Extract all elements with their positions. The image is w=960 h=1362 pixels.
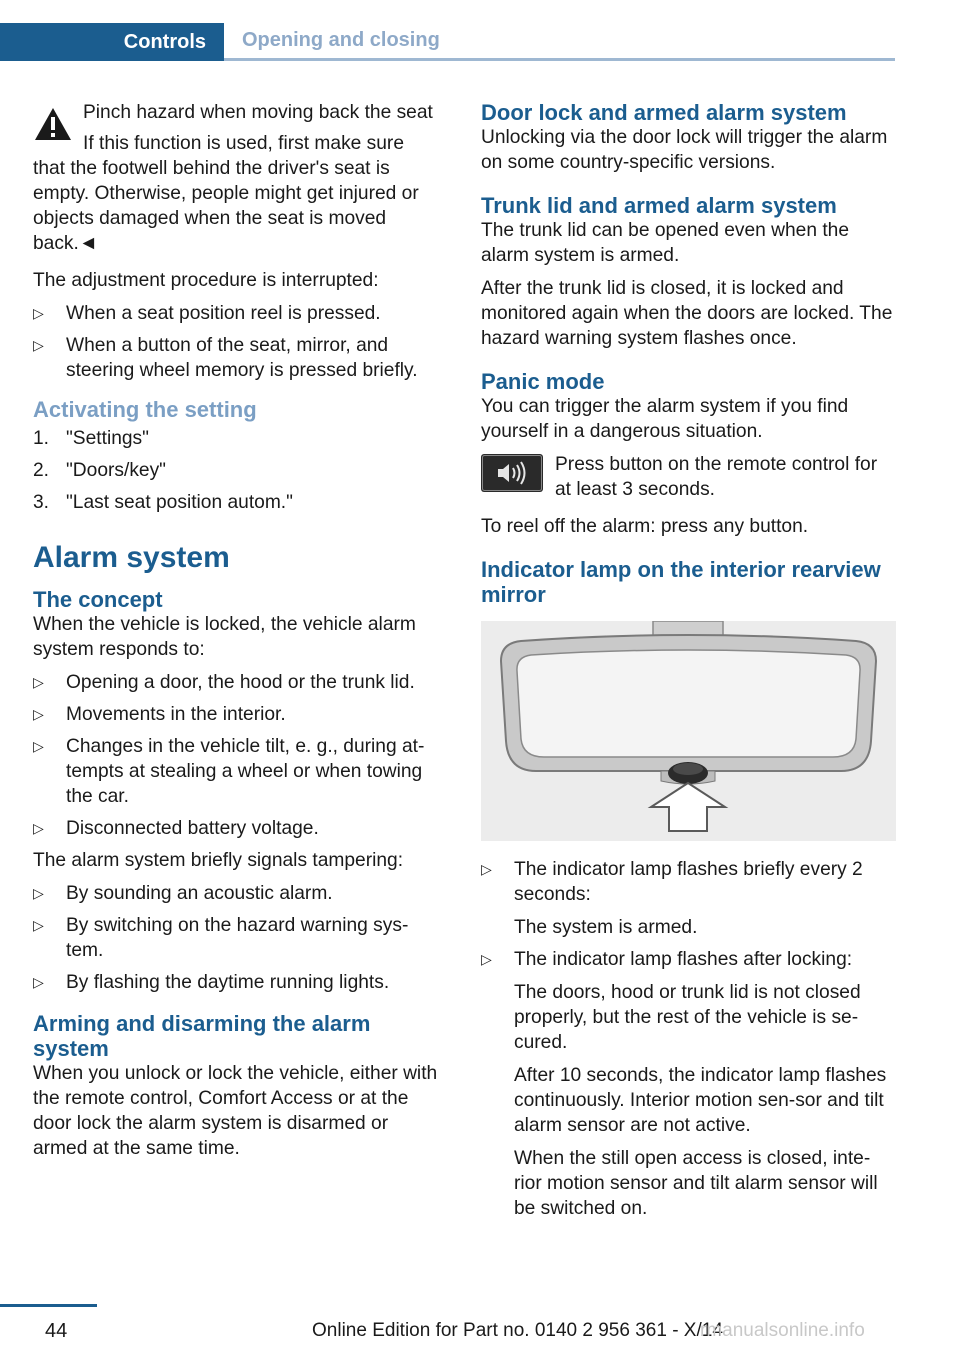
arming-heading: Arming and disarming the alarm system bbox=[33, 1011, 371, 1061]
list-item: ▷ Opening a door, the hood or the trunk lid. bbox=[33, 672, 415, 693]
triangle-bullet-icon: ▷ bbox=[33, 917, 44, 933]
list-item: ▷ Changes in the vehicle tilt, e. g., during at-tempts at stealing a wheel or when towing the car. bbox=[33, 736, 425, 807]
step-item: 1. "Settings" bbox=[33, 428, 149, 449]
left-column bbox=[33, 100, 445, 1169]
list-item: ▷ The indicator lamp flashes after locking: The doors, hood or trunk lid is not closed properly, but the rest of the vehicle is se-cured. After 10 seconds, the indicator lamp flashes continuously. Interior motion sen-sor and tilt alarm sensor are not active. When the still open access is closed, inte-rior motion sensor and tilt alarm sensor will be switched on. bbox=[481, 947, 896, 1221]
arming-text: When you unlock or lock the vehicle, either with the remote control, Comfort Access or at the door lock the alarm system is disarmed or armed at the same time. bbox=[33, 1063, 438, 1159]
panic-button-icon bbox=[481, 454, 543, 492]
concept-heading: The concept bbox=[33, 587, 163, 612]
list-subparagraph: The doors, hood or trunk lid is not closed properly, but the rest of the vehicle is se-cured. bbox=[514, 982, 861, 1053]
signals-intro: The alarm system briefly signals tampering: bbox=[33, 850, 404, 871]
steps-list bbox=[33, 426, 445, 515]
warning-first-line: If this function is used, first make sure bbox=[83, 133, 404, 154]
header-subsection-tab: Opening and closing bbox=[224, 23, 895, 61]
page-header bbox=[0, 23, 895, 61]
warning-title: Pinch hazard when moving back the seat bbox=[83, 102, 433, 123]
triangle-bullet-icon: ▷ bbox=[481, 861, 492, 877]
list-item: ▷ The indicator lamp flashes briefly every 2 seconds: The system is armed. bbox=[481, 857, 896, 940]
watermark: rmanualsonline.info bbox=[700, 1320, 865, 1341]
list-subparagraph: When the still open access is closed, inte-rior motion sensor and tilt alarm sensor will be switched on. bbox=[514, 1148, 878, 1219]
triangle-bullet-icon: ▷ bbox=[481, 951, 492, 967]
triangle-bullet-icon: ▷ bbox=[33, 305, 44, 321]
step-item: 3. "Last seat position autom." bbox=[33, 492, 293, 513]
list-item: ▷ By sounding an acoustic alarm. bbox=[33, 883, 333, 904]
panic-text: You can trigger the alarm system if you find yourself in a dangerous situation. bbox=[481, 396, 849, 442]
alarm-system-heading: Alarm system bbox=[33, 541, 230, 574]
step-item: 2. "Doors/key" bbox=[33, 460, 166, 481]
indicator-list bbox=[481, 857, 896, 1221]
list-item: ▷ Disconnected battery voltage. bbox=[33, 818, 319, 839]
warning-rest: that the footwell behind the driver's seat is empty. Otherwise, people might get injured or objects damaged when the seat is moved back.◄ bbox=[33, 158, 419, 254]
triangle-bullet-icon: ▷ bbox=[33, 674, 44, 690]
header-section-tab: Controls bbox=[0, 23, 224, 61]
list-item: ▷ Movements in the interior. bbox=[33, 704, 286, 725]
responds-list bbox=[33, 670, 445, 841]
trunk-text-1: The trunk lid can be opened even when the alarm system is armed. bbox=[481, 220, 850, 266]
triangle-bullet-icon: ▷ bbox=[33, 885, 44, 901]
reel-off-text: To reel off the alarm: press any button. bbox=[481, 516, 809, 537]
edition-text: Online Edition for Part no. 0140 2 956 361 - X/14 bbox=[312, 1320, 723, 1341]
warning-block bbox=[33, 100, 445, 256]
list-item: ▷ By flashing the daytime running lights. bbox=[33, 972, 390, 993]
triangle-bullet-icon: ▷ bbox=[33, 974, 44, 990]
right-column bbox=[481, 100, 896, 1228]
warning-triangle-icon bbox=[33, 106, 73, 142]
signals-list bbox=[33, 881, 445, 995]
list-item: ▷ When a button of the seat, mirror, and steering wheel memory is pressed briefly. bbox=[33, 335, 418, 381]
triangle-bullet-icon: ▷ bbox=[33, 706, 44, 722]
concept-text: When the vehicle is locked, the vehicle alarm system responds to: bbox=[33, 614, 416, 660]
list-item: ▷ When a seat position reel is pressed. bbox=[33, 303, 381, 324]
activating-heading: Activating the setting bbox=[33, 397, 257, 422]
list-item: ▷ By switching on the hazard warning sys-tem. bbox=[33, 915, 409, 961]
doorlock-heading: Door lock and armed alarm system bbox=[481, 100, 847, 125]
indicator-heading: Indicator lamp on the interior rearview mirror bbox=[481, 557, 881, 607]
list-subparagraph: The system is armed. bbox=[514, 917, 698, 938]
triangle-bullet-icon: ▷ bbox=[33, 337, 44, 353]
trunk-heading: Trunk lid and armed alarm system bbox=[481, 193, 837, 218]
rearview-mirror-illustration bbox=[481, 621, 896, 841]
list-subparagraph: After 10 seconds, the indicator lamp flashes continuously. Interior motion sen-sor and tilt alarm sensor are not active. bbox=[514, 1065, 887, 1136]
interrupted-list bbox=[33, 301, 445, 383]
doorlock-text: Unlocking via the door lock will trigger the alarm on some country-specific versions. bbox=[481, 127, 888, 173]
footer-rule bbox=[0, 1304, 97, 1307]
page-number: 44 bbox=[45, 1320, 68, 1342]
trunk-text-2: After the trunk lid is closed, it is locked and monitored again when the doors are locked. The hazard warning system flashes once. bbox=[481, 278, 893, 349]
triangle-bullet-icon: ▷ bbox=[33, 820, 44, 836]
panic-instruction bbox=[481, 452, 896, 502]
panic-button-text: Press button on the remote control for at least 3 seconds. bbox=[555, 454, 878, 500]
panic-heading: Panic mode bbox=[481, 369, 605, 394]
triangle-bullet-icon: ▷ bbox=[33, 738, 44, 754]
interrupted-intro: The adjustment procedure is interrupted: bbox=[33, 270, 379, 291]
